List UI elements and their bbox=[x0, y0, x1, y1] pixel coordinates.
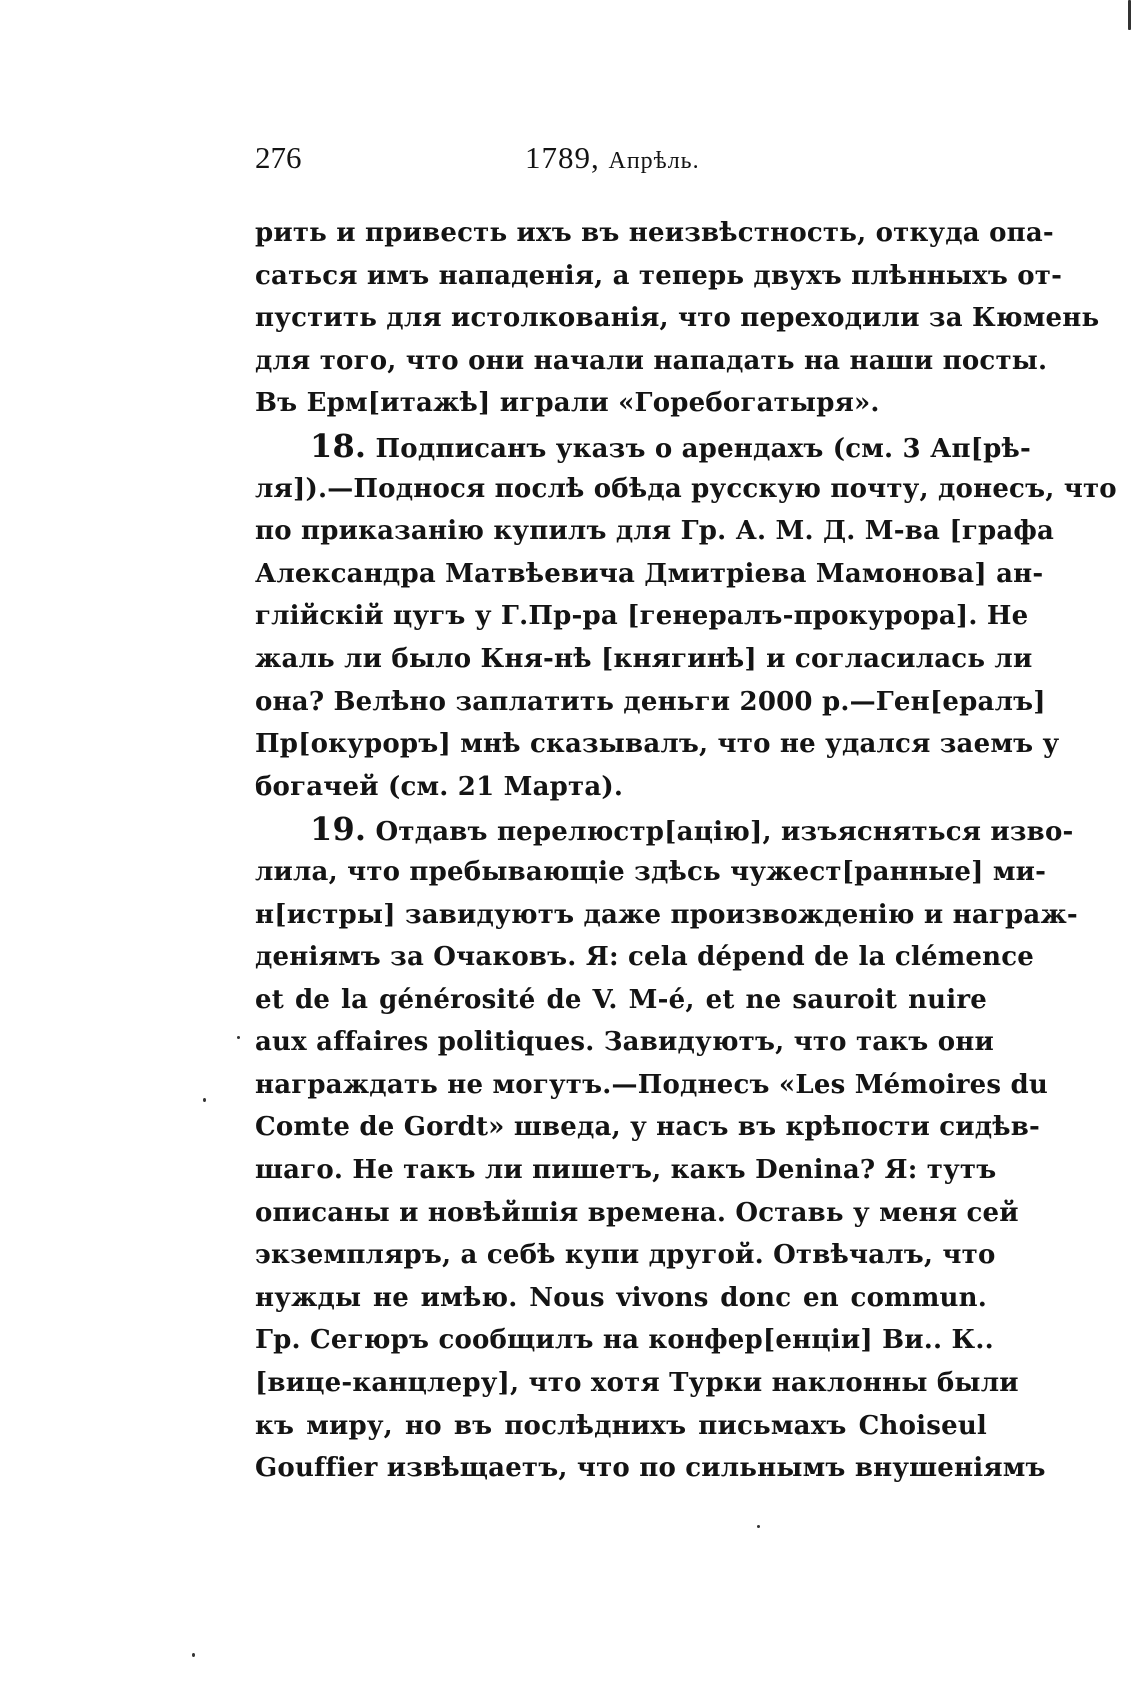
text-line: н[истры] завидуютъ даже произвожденію и награж- bbox=[255, 899, 1078, 930]
print-speck bbox=[192, 1653, 195, 1657]
text-line: шаго. Не такъ ли пишетъ, какъ Denina? Я: тутъ bbox=[255, 1155, 997, 1186]
text-line: награждать не могутъ.—Поднесъ «Les Mémoires du bbox=[255, 1069, 1048, 1100]
text-line: рить и привесть ихъ въ неизвѣстность, откуда опа- bbox=[255, 218, 1054, 248]
text-line: для того, что они начали нападать на наши посты. bbox=[255, 345, 1048, 376]
text-line: деніямъ за Очаковъ. Я: cela dépend de la clémence bbox=[255, 942, 1035, 973]
text-line: Гр. Сегюръ сообщилъ на конфер[енціи] Ви.. К.. bbox=[255, 1325, 994, 1356]
entry-date: 18. bbox=[310, 426, 367, 465]
text-line: ля]).—Поднося послѣ обѣда русскую почту, донесъ, что bbox=[255, 473, 1117, 504]
running-head-year: 1789, bbox=[525, 140, 600, 175]
text-line: глійскій цугъ у Г.Пр-ра [генералъ-прокурора]. Не bbox=[255, 601, 1029, 632]
entry-text: Отдавъ перелюстр[ацію], изъясняться изво- bbox=[375, 817, 1074, 848]
text-line: жаль ли было Кня-нѣ [княгинѣ] и согласилась ли bbox=[255, 643, 1033, 674]
text-line: пустить для истолкованія, что переходили за Кюмень bbox=[255, 303, 1100, 334]
entry-text: Подписанъ указъ о арендахъ (см. 3 Ап[рѣ- bbox=[375, 433, 1032, 464]
text-line: Comte de Gordt» шведа, у насъ въ крѣпости сидѣв- bbox=[255, 1112, 1041, 1143]
text-line: [вице-канцлеру], что хотя Турки наклонны были bbox=[255, 1368, 1019, 1399]
print-speck bbox=[237, 1036, 240, 1039]
text-line: лила, что пребывающіе здѣсь чужест[ранные] ми- bbox=[255, 856, 1047, 887]
entry-line bbox=[255, 808, 1074, 851]
text-line: нужды не имѣю. Nous vivons donc en commun. bbox=[255, 1282, 987, 1313]
text-line: экземпляръ, а себѣ купи другой. Отвѣчалъ, что bbox=[255, 1240, 996, 1271]
text-line: къ миру, но въ послѣднихъ письмахъ Choiseul bbox=[255, 1410, 987, 1441]
running-head-month: Апрѣль. bbox=[608, 148, 700, 174]
entry-date: 19. bbox=[310, 810, 367, 849]
print-speck bbox=[203, 1098, 206, 1102]
text-line: aux affaires politiques. Завидуютъ, что такъ они bbox=[255, 1027, 994, 1058]
text-line: по приказанію купилъ для Гр. А. М. Д. М-ва [графа bbox=[255, 516, 1055, 547]
text-line: et de la générosité de V. M-é, et ne sauroit nuire bbox=[255, 984, 987, 1015]
print-speck bbox=[757, 1525, 760, 1528]
text-line: описаны и новѣйшія времена. Оставь у меня сей bbox=[255, 1197, 1019, 1228]
text-line: Gouffier извѣщаетъ, что по сильнымъ внушеніямъ bbox=[255, 1453, 1046, 1484]
entry-line bbox=[255, 425, 1032, 468]
page-number: 276 bbox=[255, 140, 302, 175]
text-line: она? Велѣно заплатить деньги 2000 р.—Ген[ералъ] bbox=[255, 686, 1046, 717]
print-speck bbox=[1128, 0, 1131, 30]
running-head bbox=[525, 140, 700, 176]
text-line: Пр[окуроръ] мнѣ сказывалъ, что не удался заемъ у bbox=[255, 729, 1060, 760]
body-text bbox=[255, 212, 1117, 1490]
text-line: Въ Ерм[итажѣ] играли «Горебогатыря». bbox=[255, 388, 880, 419]
text-line: саться имъ нападенія, а теперь двухъ плѣнныхъ от- bbox=[255, 260, 1063, 291]
page-header bbox=[255, 140, 987, 184]
text-line: богачей (см. 21 Марта). bbox=[255, 771, 624, 802]
text-line: Александра Матвѣевича Дмитріева Мамонова] ан- bbox=[255, 558, 1044, 589]
